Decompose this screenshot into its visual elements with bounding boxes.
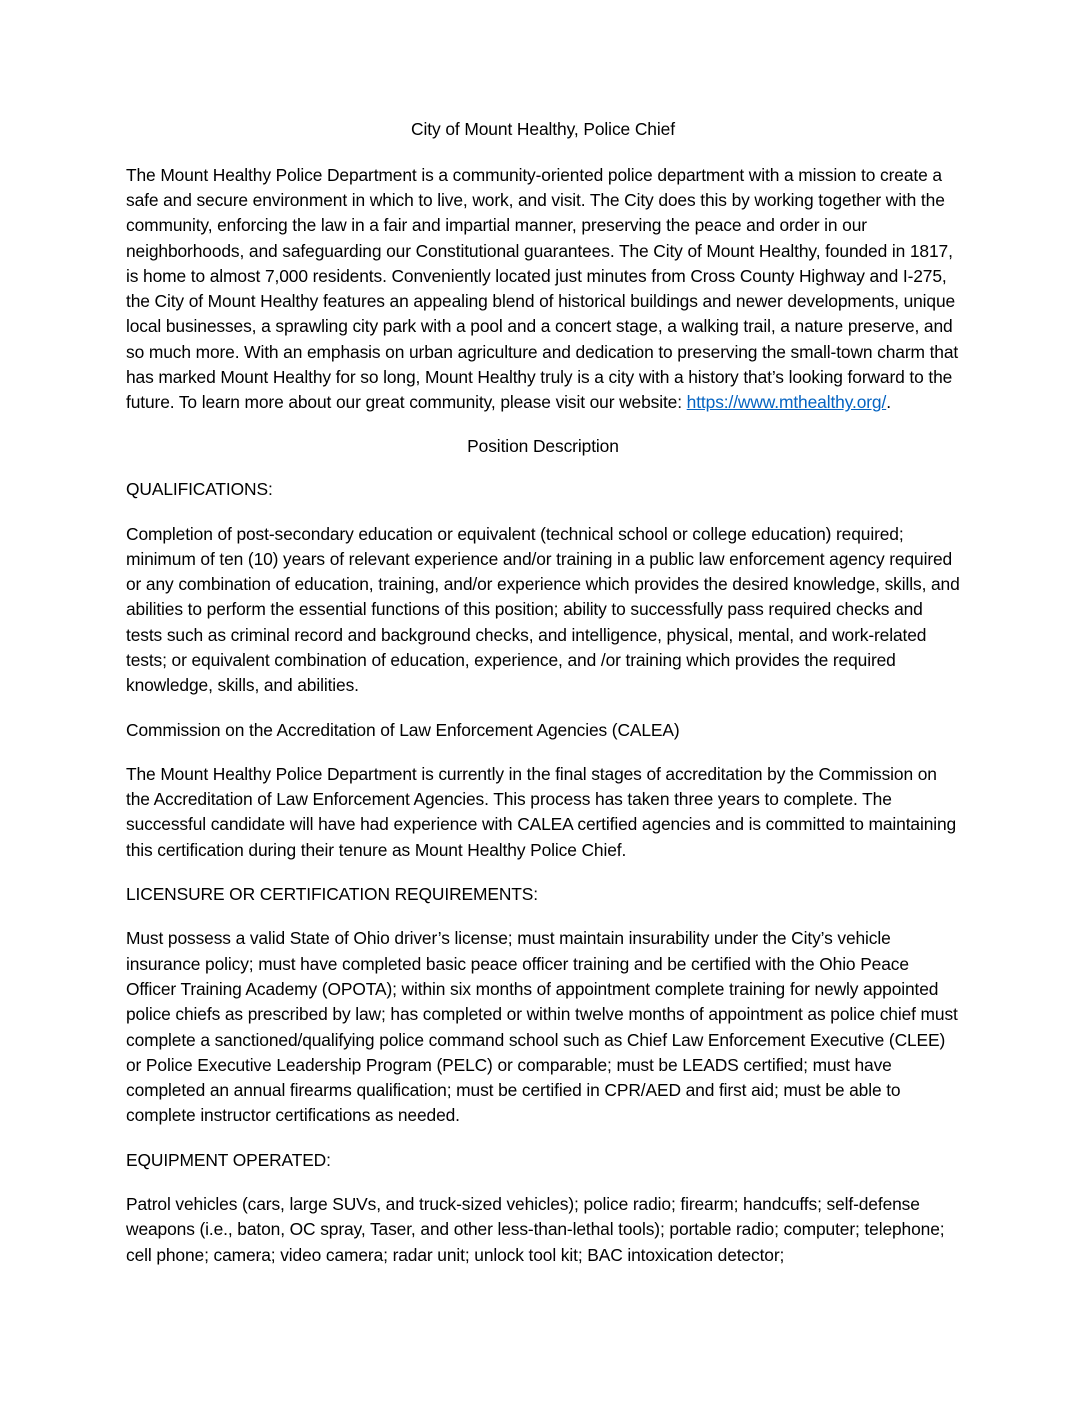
equipment-paragraph: Patrol vehicles (cars, large SUVs, and truck-sized vehicles); police radio; firearm; handcuffs; self-defense weapons (i.e., baton, OC spray, Taser, and other less-than-lethal tools); portable radio; computer; telephone; cell phone; camera; video camera; radar unit; unlock tool kit; BAC intoxication detector; bbox=[126, 1194, 945, 1265]
document-body bbox=[126, 118, 960, 1268]
city-website-link[interactable]: https://www.mthealthy.org/ bbox=[686, 392, 887, 413]
calea-label: Commission on the Accreditation of Law Enforcement Agencies (CALEA) bbox=[126, 719, 680, 740]
position-description-heading: Position Description bbox=[467, 435, 619, 456]
page-title: City of Mount Healthy, Police Chief bbox=[411, 119, 675, 139]
intro-paragraph-text: The Mount Healthy Police Department is a community-oriented police department with a mission to create a safe and secure environment in which to live, work, and visit. The City does this by working together with the community, enforcing the law in a fair and impartial manner, preserving the peace and order in our neighborhoods, and safeguarding our Constitutional guarantees. The City of Mount Healthy, founded in 1817, is home to almost 7,000 residents. Conveniently located just minutes from Cross County Highway and I-275, the City of Mount Healthy features an appealing blend of historical buildings and newer developments, unique local businesses, a sprawling city park with a pool and a concert stage, a walking trail, a nature preserve, and so much more. With an emphasis on urban agriculture and dedication to preserving the small-town charm that has marked Mount Healthy for so long, Mount Healthy truly is a city with a history that’s looking forward to the future. To learn more about our great community, please visit our website: bbox=[126, 164, 959, 413]
qualifications-label: QUALIFICATIONS: bbox=[126, 479, 273, 500]
licensure-label: LICENSURE OR CERTIFICATION REQUIREMENTS: bbox=[126, 884, 538, 905]
intro-paragraph-end: . bbox=[886, 392, 891, 413]
equipment-label: EQUIPMENT OPERATED: bbox=[126, 1149, 331, 1170]
qualifications-paragraph: Completion of post-secondary education or equivalent (technical school or college education) required; minimum of ten (10) years of relevant experience and/or training in a public law enforcement agency required or any combination of education, training, and/or experience which provides the desired knowledge, skills, and abilities to perform the essential functions of this position; ability to successfully pass required checks and tests such as criminal record and background checks, and intelligence, physical, mental, and work-related tests; or equivalent combination of education, experience, and /or training which provides the required knowledge, skills, and abilities. bbox=[126, 523, 960, 696]
licensure-paragraph: Must possess a valid State of Ohio driver’s license; must maintain insurability under the City’s vehicle insurance policy; must have completed basic peace officer training and be certified with the Ohio Peace Officer Training Academy (OPOTA); within six months of appointment complete training for newly appointed police chiefs as prescribed by law; has completed or within twelve months of appointment as police chief must complete a sanctioned/qualifying police command school such as Chief Law Enforcement Executive (CLEE) or Police Executive Leadership Program (PELC) or comparable; must be LEADS certified; must have completed an annual firearms qualification; must be certified in CPR/AED and first aid; must be able to complete instructor certifications as needed. bbox=[126, 928, 958, 1126]
calea-paragraph: The Mount Healthy Police Department is currently in the final stages of accreditation by the Commission on the Accreditation of Law Enforcement Agencies. This process has taken three years to complete. The successful candidate will have had experience with CALEA certified agencies and is committed to maintaining this certification during their tenure as Mount Healthy Police Chief. bbox=[126, 763, 957, 860]
intro-paragraph bbox=[126, 163, 960, 416]
